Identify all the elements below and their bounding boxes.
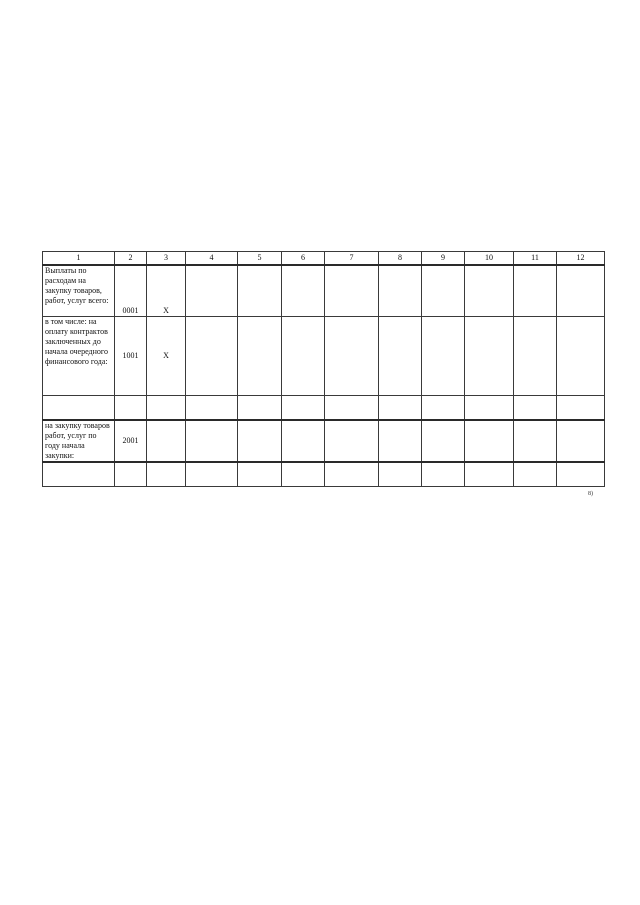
row-mark <box>147 420 186 462</box>
empty-cell <box>379 265 422 317</box>
empty-cell <box>325 420 379 462</box>
empty-cell <box>379 317 422 396</box>
empty-cell <box>422 317 465 396</box>
empty-cell <box>238 396 282 421</box>
column-number-cell: 9 <box>422 252 465 266</box>
column-number-cell: 12 <box>557 252 605 266</box>
empty-cell <box>422 420 465 462</box>
empty-cell <box>186 265 238 317</box>
row-description: Выплаты по расходам на закупку товаров, работ, услуг всего: <box>43 265 115 317</box>
empty-cell <box>557 396 605 421</box>
table-row <box>43 396 605 421</box>
row-code <box>115 396 147 421</box>
empty-cell <box>238 462 282 487</box>
empty-cell <box>186 420 238 462</box>
row-code <box>115 462 147 487</box>
table-row <box>43 420 605 462</box>
empty-cell <box>282 396 325 421</box>
column-number-cell: 4 <box>186 252 238 266</box>
footnote-marker: 8) <box>588 491 593 497</box>
row-mark <box>147 462 186 487</box>
row-mark: X <box>147 265 186 317</box>
empty-cell <box>238 317 282 396</box>
empty-cell <box>514 420 557 462</box>
empty-cell <box>557 462 605 487</box>
empty-cell <box>557 420 605 462</box>
report-table <box>42 251 605 487</box>
empty-cell <box>325 462 379 487</box>
column-number-cell: 11 <box>514 252 557 266</box>
row-code: 2001 <box>115 420 147 462</box>
empty-cell <box>282 265 325 317</box>
column-number-cell: 6 <box>282 252 325 266</box>
empty-cell <box>379 396 422 421</box>
row-code: 0001 <box>115 265 147 317</box>
empty-cell <box>514 462 557 487</box>
empty-cell <box>282 462 325 487</box>
empty-cell <box>422 396 465 421</box>
column-number-cell: 8 <box>379 252 422 266</box>
empty-cell <box>282 317 325 396</box>
empty-cell <box>325 317 379 396</box>
empty-cell <box>282 420 325 462</box>
empty-cell <box>186 396 238 421</box>
column-number-cell: 10 <box>465 252 514 266</box>
empty-cell <box>325 265 379 317</box>
empty-cell <box>186 317 238 396</box>
empty-cell <box>514 317 557 396</box>
empty-cell <box>186 462 238 487</box>
empty-cell <box>557 317 605 396</box>
column-number-row <box>43 252 605 266</box>
column-number-cell: 1 <box>43 252 115 266</box>
empty-cell <box>465 462 514 487</box>
column-number-cell: 3 <box>147 252 186 266</box>
row-mark <box>147 396 186 421</box>
empty-cell <box>465 265 514 317</box>
empty-cell <box>238 420 282 462</box>
empty-cell <box>422 462 465 487</box>
table-row <box>43 462 605 487</box>
empty-cell <box>465 420 514 462</box>
empty-cell <box>325 396 379 421</box>
row-code: 1001 <box>115 317 147 396</box>
table-row <box>43 265 605 317</box>
empty-cell <box>465 317 514 396</box>
empty-cell <box>514 396 557 421</box>
empty-cell <box>379 420 422 462</box>
empty-cell <box>465 396 514 421</box>
column-number-cell: 7 <box>325 252 379 266</box>
column-number-cell: 2 <box>115 252 147 266</box>
empty-cell <box>238 265 282 317</box>
table-row <box>43 317 605 396</box>
row-description: на закупку товаров работ, услуг по году начала закупки: <box>43 420 115 462</box>
row-description <box>43 396 115 421</box>
empty-cell <box>557 265 605 317</box>
row-mark: X <box>147 317 186 396</box>
column-number-cell: 5 <box>238 252 282 266</box>
empty-cell <box>422 265 465 317</box>
row-description <box>43 462 115 487</box>
empty-cell <box>379 462 422 487</box>
empty-cell <box>514 265 557 317</box>
row-description: в том числе: на оплату контрактов заключенных до начала очередного финансового года: <box>43 317 115 396</box>
